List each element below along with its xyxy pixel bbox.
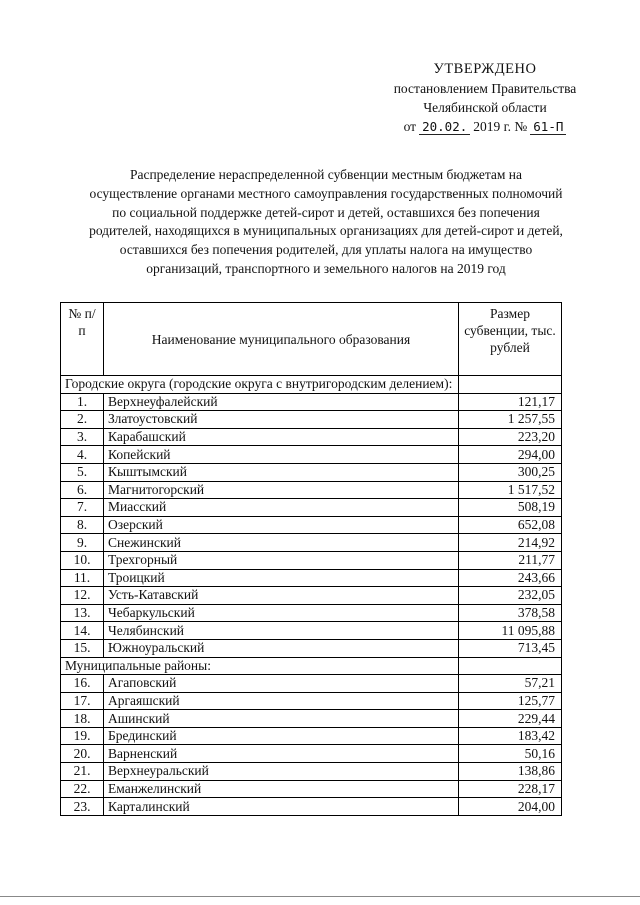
row-name: Верхнеуральский xyxy=(104,763,459,781)
row-number: 7. xyxy=(61,499,104,517)
approval-date-line xyxy=(380,117,590,136)
table-row xyxy=(61,551,562,569)
table-row xyxy=(61,639,562,657)
row-name: Аргаяшский xyxy=(104,692,459,710)
section-empty-cell xyxy=(459,657,562,675)
row-name: Магнитогорский xyxy=(104,481,459,499)
row-number: 13. xyxy=(61,604,104,622)
footer-rule xyxy=(0,896,640,897)
section-empty-cell xyxy=(459,376,562,394)
row-name: Миасский xyxy=(104,499,459,517)
row-value: 229,44 xyxy=(459,710,562,728)
row-name: Карабашский xyxy=(104,428,459,446)
approval-line-1: постановлением Правительства xyxy=(393,81,577,96)
row-value: 508,19 xyxy=(459,499,562,517)
date-prefix: от xyxy=(403,119,417,134)
row-value: 223,20 xyxy=(459,428,562,446)
row-value: 243,66 xyxy=(459,569,562,587)
row-name: Еманжелинский xyxy=(104,780,459,798)
table-row xyxy=(61,675,562,693)
subsidy-table xyxy=(60,302,562,816)
row-value: 294,00 xyxy=(459,446,562,464)
row-number: 20. xyxy=(61,745,104,763)
table-row xyxy=(61,780,562,798)
approval-date: 20.02. xyxy=(419,119,470,135)
table-row xyxy=(61,516,562,534)
row-name: Кыштымский xyxy=(104,463,459,481)
table-row xyxy=(61,763,562,781)
row-number: 11. xyxy=(61,569,104,587)
row-value: 50,16 xyxy=(459,745,562,763)
table-row xyxy=(61,534,562,552)
row-value: 378,58 xyxy=(459,604,562,622)
row-value: 121,17 xyxy=(459,393,562,411)
row-number: 5. xyxy=(61,463,104,481)
row-number: 9. xyxy=(61,534,104,552)
row-number: 19. xyxy=(61,727,104,745)
table-row xyxy=(61,745,562,763)
row-number: 3. xyxy=(61,428,104,446)
table-row xyxy=(61,428,562,446)
section-row-urban xyxy=(61,376,562,394)
document-title: Распределение нераспределенной субвенции местным бюджетам на осуществление органами местного самоуправления государственных полномочий по социальной поддержке детей-сирот и детей, оставшихся без попечения родителей, находящихся в муниципальных организациях для детей-сирот и детей, оставшихся без попечения родителей, для уплаты налога на имущество организаций, транспортного и земельного налогов на 2019 год xyxy=(89,167,563,276)
approval-line-2: Челябинской области xyxy=(423,100,547,115)
row-number: 16. xyxy=(61,675,104,693)
row-name: Озерский xyxy=(104,516,459,534)
row-number: 23. xyxy=(61,798,104,816)
approval-block xyxy=(380,60,590,136)
table-row xyxy=(61,587,562,605)
row-number: 18. xyxy=(61,710,104,728)
row-value: 1 517,52 xyxy=(459,481,562,499)
section-label-urban: Городские округа (городские округа с внутригородским делением): xyxy=(61,376,459,394)
row-number: 10. xyxy=(61,551,104,569)
table-row xyxy=(61,604,562,622)
table-row xyxy=(61,481,562,499)
table-row xyxy=(61,411,562,429)
row-name: Южноуральский xyxy=(104,639,459,657)
row-value: 125,77 xyxy=(459,692,562,710)
header-name: Наименование муниципального образования xyxy=(104,303,459,376)
row-value: 228,17 xyxy=(459,780,562,798)
approval-number: 61-П xyxy=(530,119,566,135)
row-name: Троицкий xyxy=(104,569,459,587)
header-size: Размер субвенции, тыс. рублей xyxy=(459,303,562,376)
table-row xyxy=(61,446,562,464)
row-value: 204,00 xyxy=(459,798,562,816)
table-row xyxy=(61,727,562,745)
row-number: 1. xyxy=(61,393,104,411)
table-row xyxy=(61,692,562,710)
row-name: Варненский xyxy=(104,745,459,763)
table-row xyxy=(61,710,562,728)
section-row-districts xyxy=(61,657,562,675)
row-name: Трехгорный xyxy=(104,551,459,569)
table-row xyxy=(61,499,562,517)
table-row xyxy=(61,393,562,411)
row-number: 14. xyxy=(61,622,104,640)
row-number: 21. xyxy=(61,763,104,781)
row-name: Карталинский xyxy=(104,798,459,816)
table-row xyxy=(61,798,562,816)
row-value: 183,42 xyxy=(459,727,562,745)
table-row xyxy=(61,463,562,481)
row-value: 652,08 xyxy=(459,516,562,534)
row-number: 22. xyxy=(61,780,104,798)
table-body xyxy=(61,376,562,816)
row-name: Чебаркульский xyxy=(104,604,459,622)
header-number: № п/п xyxy=(61,303,104,376)
row-name: Челябинский xyxy=(104,622,459,640)
row-value: 232,05 xyxy=(459,587,562,605)
row-name: Ашинский xyxy=(104,710,459,728)
row-value: 300,25 xyxy=(459,463,562,481)
section-label-districts: Муниципальные районы: xyxy=(61,657,459,675)
row-number: 4. xyxy=(61,446,104,464)
row-value: 713,45 xyxy=(459,639,562,657)
row-number: 2. xyxy=(61,411,104,429)
row-number: 6. xyxy=(61,481,104,499)
row-number: 17. xyxy=(61,692,104,710)
approval-heading: УТВЕРЖДЕНО xyxy=(433,61,537,77)
table-header-row xyxy=(61,303,562,376)
row-name: Усть-Катавский xyxy=(104,587,459,605)
row-name: Златоустовский xyxy=(104,411,459,429)
row-number: 8. xyxy=(61,516,104,534)
row-number: 15. xyxy=(61,639,104,657)
row-value: 11 095,88 xyxy=(459,622,562,640)
row-value: 214,92 xyxy=(459,534,562,552)
row-name: Снежинский xyxy=(104,534,459,552)
row-number: 12. xyxy=(61,587,104,605)
row-name: Брединский xyxy=(104,727,459,745)
table-row xyxy=(61,622,562,640)
row-name: Верхнеуфалейский xyxy=(104,393,459,411)
row-value: 57,21 xyxy=(459,675,562,693)
table-row xyxy=(61,569,562,587)
row-name: Агаповский xyxy=(104,675,459,693)
row-name: Копейский xyxy=(104,446,459,464)
approval-year: 2019 г. № xyxy=(473,119,528,134)
row-value: 138,86 xyxy=(459,763,562,781)
row-value: 1 257,55 xyxy=(459,411,562,429)
row-value: 211,77 xyxy=(459,551,562,569)
